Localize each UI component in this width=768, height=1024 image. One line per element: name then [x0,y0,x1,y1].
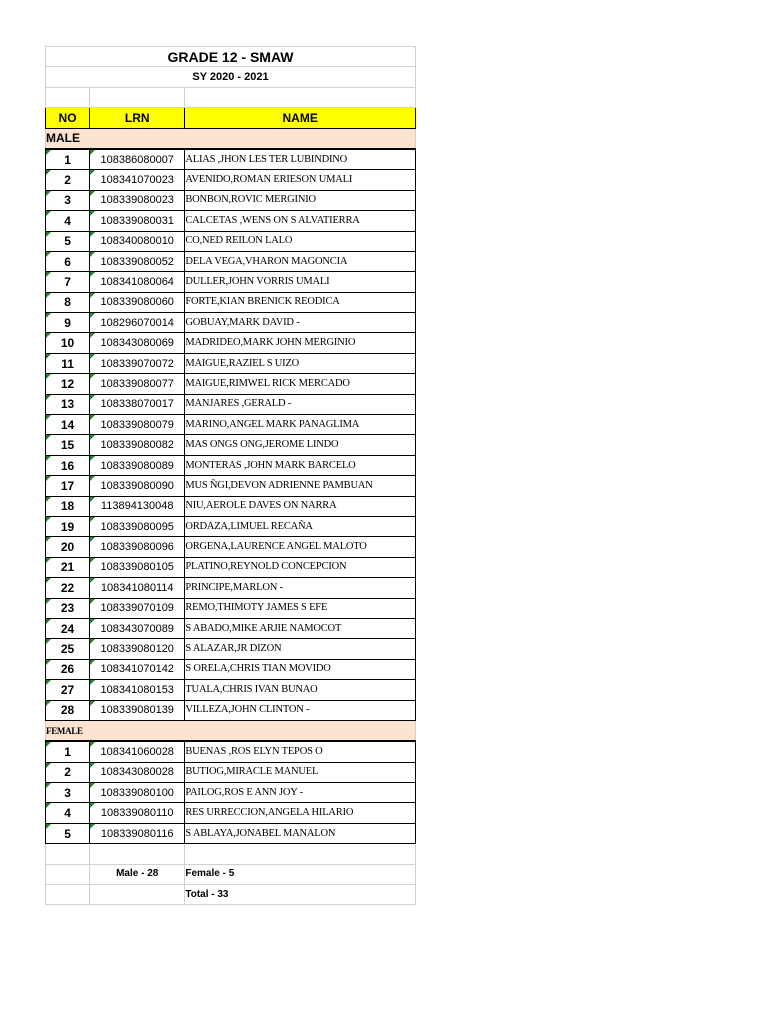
table-row [46,415,416,435]
name-cell[interactable]: DELA VEGA,VHARON MAGONCIA [185,251,416,271]
blank-cell[interactable] [46,87,90,107]
name-cell[interactable]: MAIGUE,RIMWEL RICK MERCADO [185,374,416,394]
name-cell[interactable]: AVENIDO,ROMAN ERIESON UMALI [185,170,416,190]
name-cell[interactable]: S ABLAYA,JONABEL MANALON [185,823,416,843]
blank-cell[interactable] [90,885,185,905]
lrn-cell[interactable]: 113894130048 [90,496,185,516]
name-cell[interactable]: BONBON,ROVIC MERGINIO [185,190,416,210]
row-number-cell[interactable]: 4 [46,803,90,823]
lrn-cell[interactable]: 108339080100 [90,783,185,803]
row-number-cell[interactable]: 22 [46,578,90,598]
blank-row [46,844,416,864]
row-number-cell[interactable]: 27 [46,680,90,700]
table-row [46,313,416,333]
section-row-male [46,128,416,149]
header-lrn[interactable]: LRN [90,108,185,128]
row-number-cell[interactable]: 20 [46,537,90,557]
row-number-cell[interactable]: 6 [46,251,90,271]
lrn-cell[interactable]: 108296070014 [90,313,185,333]
lrn-cell[interactable]: 108339080031 [90,211,185,231]
table-row [46,353,416,373]
lrn-cell[interactable]: 108341070142 [90,659,185,679]
name-cell[interactable]: BUTIOG,MIRACLE MANUEL [185,762,416,782]
lrn-cell[interactable]: 108339080082 [90,435,185,455]
lrn-cell[interactable]: 108338070017 [90,394,185,414]
row-number-cell[interactable]: 8 [46,292,90,312]
name-cell[interactable]: MONTERAS ,JOHN MARK BARCELO [185,455,416,475]
table-row [46,170,416,190]
blank-cell[interactable] [185,87,416,107]
table-row [46,149,416,170]
table-row [46,823,416,843]
blank-cell[interactable] [185,844,416,864]
blank-cell[interactable] [46,864,90,884]
name-cell[interactable]: RES URRECCION,ANGELA HILARIO [185,803,416,823]
lrn-cell[interactable]: 108386080007 [90,149,185,170]
name-cell[interactable]: S ORELA,CHRIS TIAN MOVIDO [185,659,416,679]
row-number-cell[interactable]: 14 [46,415,90,435]
row-number-cell[interactable]: 5 [46,231,90,251]
header-no[interactable]: NO [46,108,90,128]
section-row-female [46,720,416,741]
name-cell[interactable]: PLATINO,REYNOLD CONCEPCION [185,557,416,577]
table-row [46,231,416,251]
name-cell[interactable]: MAIGUE,RAZIEL S UIZO [185,353,416,373]
lrn-cell[interactable]: 108343070089 [90,618,185,638]
male-count[interactable]: Male - 28 [90,864,185,884]
name-cell[interactable]: BUENAS ,ROS ELYN TEPOS O [185,741,416,762]
lrn-cell[interactable]: 108343080069 [90,333,185,353]
blank-cell[interactable] [90,844,185,864]
name-cell[interactable]: MADRIDEO,MARK JOHN MERGINIO [185,333,416,353]
row-number-cell[interactable]: 10 [46,333,90,353]
lrn-cell[interactable]: 108339080090 [90,476,185,496]
table-row [46,680,416,700]
table-row [46,783,416,803]
table-row [46,598,416,618]
lrn-cell[interactable]: 108339080116 [90,823,185,843]
name-cell[interactable]: CO,NED REILON LALO [185,231,416,251]
row-number-cell[interactable]: 3 [46,190,90,210]
blank-row [46,87,416,107]
section-label-female[interactable]: FEMALE [46,720,416,741]
row-number-cell[interactable]: 18 [46,496,90,516]
table-row [46,618,416,638]
lrn-cell[interactable]: 108339080139 [90,700,185,720]
row-number-cell[interactable]: 17 [46,476,90,496]
lrn-cell[interactable]: 108339080120 [90,639,185,659]
lrn-cell[interactable]: 108341080114 [90,578,185,598]
row-number-cell[interactable]: 15 [46,435,90,455]
name-cell[interactable]: DULLER,JOHN VORRIS UMALI [185,272,416,292]
name-cell[interactable]: GOBUAY,MARK DAVID - [185,313,416,333]
lrn-cell[interactable]: 108339080105 [90,557,185,577]
table-row [46,190,416,210]
table-row [46,455,416,475]
row-number-cell[interactable]: 26 [46,659,90,679]
lrn-cell[interactable]: 108339080077 [90,374,185,394]
lrn-cell[interactable]: 108339070109 [90,598,185,618]
name-cell[interactable]: MUS ÑGI,DEVON ADRIENNE PAMBUAN [185,476,416,496]
table-row [46,476,416,496]
table-row [46,394,416,414]
row-number-cell[interactable]: 2 [46,170,90,190]
name-cell[interactable]: NIU,AEROLE DAVES ON NARRA [185,496,416,516]
table-row [46,272,416,292]
row-number-cell[interactable]: 9 [46,313,90,333]
name-cell[interactable]: FORTE,KIAN BRENICK REODICA [185,292,416,312]
summary-row [46,864,416,884]
name-cell[interactable]: ORGENA,LAURENCE ANGEL MALOTO [185,537,416,557]
column-header-row [46,108,416,128]
lrn-cell[interactable]: 108343080028 [90,762,185,782]
lrn-cell[interactable]: 108339080096 [90,537,185,557]
lrn-cell[interactable]: 108341080153 [90,680,185,700]
row-number-cell[interactable]: 7 [46,272,90,292]
header-name[interactable]: NAME [185,108,416,128]
name-cell[interactable]: PRINCIPE,MARLON - [185,578,416,598]
lrn-cell[interactable]: 108340080010 [90,231,185,251]
enrollment-sheet [45,46,416,905]
table-row [46,374,416,394]
name-cell[interactable]: TUALA,CHRIS IVAN BUNAO [185,680,416,700]
row-number-cell[interactable]: 28 [46,700,90,720]
table-row [46,435,416,455]
lrn-cell[interactable]: 108339080023 [90,190,185,210]
title-row [46,47,416,67]
table-row [46,659,416,679]
name-cell[interactable]: S ALAZAR,JR DIZON [185,639,416,659]
table-row [46,537,416,557]
row-number-cell[interactable]: 3 [46,783,90,803]
table-row [46,496,416,516]
blank-cell[interactable] [46,885,90,905]
row-number-cell[interactable]: 1 [46,149,90,170]
lrn-cell[interactable]: 108339080079 [90,415,185,435]
sheet-title[interactable]: GRADE 12 - SMAW [46,47,416,67]
lrn-cell[interactable]: 108341060028 [90,741,185,762]
section-label-male[interactable]: MALE [46,128,416,149]
row-number-cell[interactable]: 12 [46,374,90,394]
row-number-cell[interactable]: 1 [46,741,90,762]
row-number-cell[interactable]: 5 [46,823,90,843]
row-number-cell[interactable]: 2 [46,762,90,782]
blank-cell[interactable] [46,844,90,864]
total-count[interactable]: Total - 33 [185,885,416,905]
name-cell[interactable]: S ABADO,MIKE ARJIE NAMOCOT [185,618,416,638]
name-cell[interactable]: MAS ONGS ONG,JEROME LINDO [185,435,416,455]
female-count[interactable]: Female - 5 [185,864,416,884]
name-cell[interactable]: REMO,THIMOTY JAMES S EFE [185,598,416,618]
row-number-cell[interactable]: 24 [46,618,90,638]
lrn-cell[interactable]: 108339080110 [90,803,185,823]
row-number-cell[interactable]: 25 [46,639,90,659]
table-row [46,700,416,720]
school-year[interactable]: SY 2020 - 2021 [46,67,416,87]
lrn-cell[interactable]: 108341070023 [90,170,185,190]
name-cell[interactable]: MANJARES ,GERALD - [185,394,416,414]
name-cell[interactable]: PAILOG,ROS E ANN JOY - [185,783,416,803]
table-row [46,333,416,353]
table-row [46,211,416,231]
name-cell[interactable]: VILLEZA,JOHN CLINTON - [185,700,416,720]
table-row [46,292,416,312]
blank-cell[interactable] [90,87,185,107]
lrn-cell[interactable]: 108341080064 [90,272,185,292]
table-row [46,639,416,659]
table-row [46,741,416,762]
table-row [46,803,416,823]
row-number-cell[interactable]: 16 [46,455,90,475]
table-row [46,557,416,577]
total-row [46,885,416,905]
table-row [46,762,416,782]
table-row [46,578,416,598]
name-cell[interactable]: CALCETAS ,WENS ON S ALVATIERRA [185,211,416,231]
row-number-cell[interactable]: 21 [46,557,90,577]
lrn-cell[interactable]: 108339080095 [90,516,185,536]
row-number-cell[interactable]: 23 [46,598,90,618]
name-cell[interactable]: MARINO,ANGEL MARK PANAGLIMA [185,415,416,435]
name-cell[interactable]: ORDAZA,LIMUEL RECAÑA [185,516,416,536]
row-number-cell[interactable]: 13 [46,394,90,414]
name-cell[interactable]: ALIAS ,JHON LES TER LUBINDINO [185,149,416,170]
lrn-cell[interactable]: 108339080089 [90,455,185,475]
table-row [46,251,416,271]
subtitle-row [46,67,416,87]
row-number-cell[interactable]: 4 [46,211,90,231]
lrn-cell[interactable]: 108339070072 [90,353,185,373]
row-number-cell[interactable]: 11 [46,353,90,373]
sheet-body [46,47,416,905]
row-number-cell[interactable]: 19 [46,516,90,536]
lrn-cell[interactable]: 108339080052 [90,251,185,271]
table-row [46,516,416,536]
lrn-cell[interactable]: 108339080060 [90,292,185,312]
